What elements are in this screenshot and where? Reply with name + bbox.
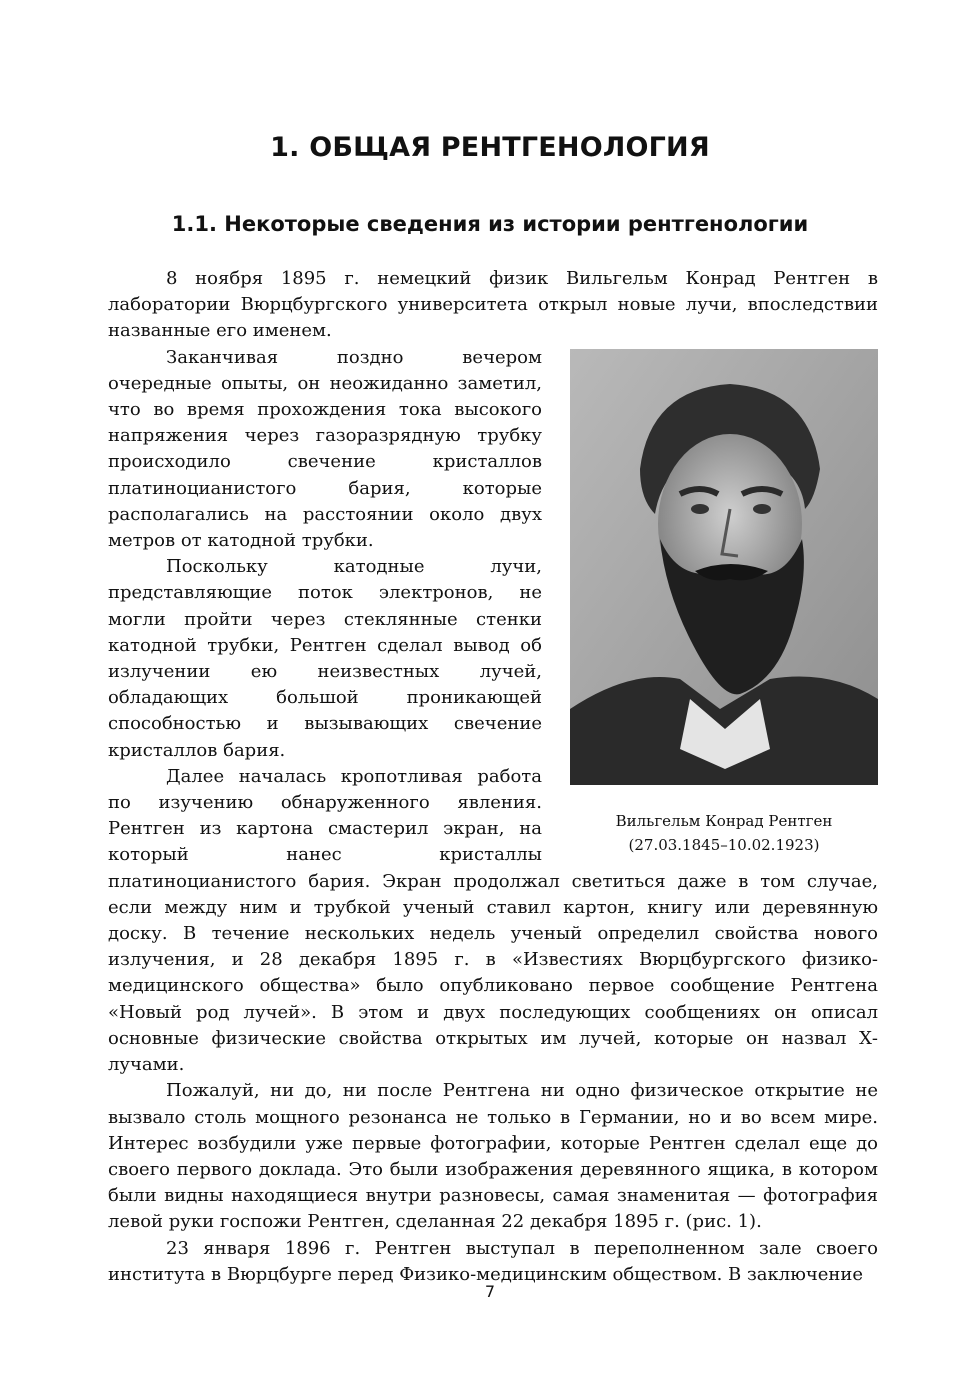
caption-name: Вильгельм Конрад Рентген — [615, 811, 833, 830]
portrait-figure — [566, 349, 878, 857]
paragraph-3: Поскольку катодные лучи, представляющие поток электронов, не могли пройти через стеклянные стенки катодной трубки, Рентген сделал вывод об излучении ею неизвестных лучей, обладающих большой проникающей способностью и вызывающих свечение кристаллов бария. — [108, 556, 542, 761]
body-text — [108, 266, 878, 1288]
caption-dates: (27.03.1845–10.02.1923) — [628, 835, 820, 854]
paragraph-1: 8 ноября 1895 г. немецкий физик Вильгельм Конрад Рентген в лаборатории Вюрцбургского университета открыл новые лучи, впоследствии названные его именем. — [108, 268, 878, 342]
chapter-title: 1. ОБЩАЯ РЕНТГЕНОЛОГИЯ — [270, 132, 710, 163]
paragraph-6: 23 января 1896 г. Рентген выступал в переполненном зале своего института в Вюрцбурге перед Физико-медицинским обществом. В заключение — [108, 1237, 878, 1285]
paragraph-5: Пожалуй, ни до, ни после Рентгена ни одно физическое открытие не вызвало столь мощного резонанса не только в Германии, но и во всем мире. Интерес возбудили уже первые фотографии, которые Рентген сделал еще до своего первого доклада. Это были изображения деревянного ящика, в котором были видны находящиеся внутри разновесы, самая знаменитая — фотография левой руки госпожи Рентген, сделанная 22 декабря 1895 г. (рис. 1). — [108, 1080, 878, 1233]
paragraph-2: Заканчивая поздно вечером очередные опыты, он неожиданно заметил, что во время прохождения тока высокого напряжения через газоразрядную трубку происходило свечение кристаллов платиноцианистого бария, которые располагались на расстоянии около двух метров от катодной трубки. — [108, 346, 542, 552]
page-number: 7 — [484, 1282, 496, 1301]
portrait-photo — [570, 349, 878, 785]
figure-caption — [570, 809, 878, 857]
section-title: 1.1. Некоторые сведения из истории рентгенологии — [171, 212, 809, 236]
paragraph-4: Далее началась кропотливая работа по изучению обнаруженного явления. Рентген из картона смастерил экран, на который нанес кристаллы платиноцианистого бария. Экран продолжал светиться даже в том случае, если между ним и трубкой ученый ставил картон, книгу или деревянную доску. В течение нескольких недель ученый определил свойства нового излучения, и 28 декабря 1895 г. в «Известиях Вюрцбургского физико-медицинского общества» было опубликовано первое сообщение Рентгена «Новый род лучей». В этом и двух последующих сообщениях он описал основные физические свойства открытых им лучей, которые он назвал Х-лучами. — [108, 765, 878, 1076]
